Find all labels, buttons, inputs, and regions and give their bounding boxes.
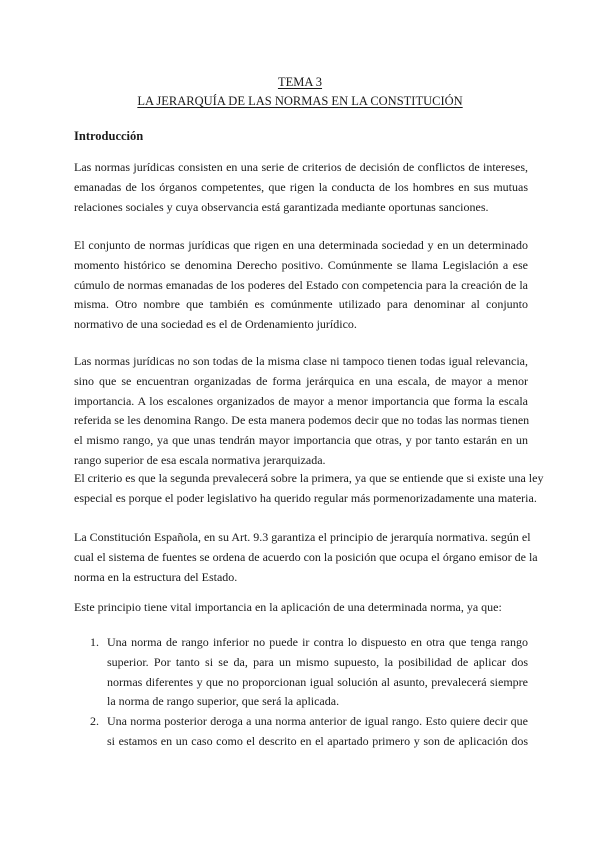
- paragraph-derecho-positivo: [74, 236, 528, 335]
- text-line: superior. Por tanto si se da, para un mismo supuesto, la posibilidad de aplicar dos: [107, 654, 528, 669]
- paragraph-definition: [74, 158, 528, 217]
- paragraph-rango: [74, 352, 528, 471]
- text-line: relaciones sociales y cuya observancia está garantizada mediante oportunas sanciones.: [74, 199, 489, 214]
- text-line: sino que se encuentran organizadas de forma jerárquica en una escala, de mayor a menor: [74, 373, 528, 388]
- text-line: referida se les denomina Rango. De esta manera podemos decir que no todas las normas tienen: [74, 413, 530, 428]
- text-line: Una norma posterior deroga a una norma anterior de igual rango. Esto quiere decir que: [107, 714, 528, 729]
- list-number: 1.: [90, 635, 99, 649]
- text-line: normas diferentes y que no proporcionan igual solución al asunto, prevalecerá siempre: [107, 674, 528, 689]
- paragraph-constitucion: [74, 528, 538, 587]
- text-line: Una norma de rango inferior no puede ir contra lo dispuesto en otra que tenga rango: [107, 635, 528, 649]
- list-number: 2.: [90, 714, 99, 729]
- text-line: momento histórico se denomina Derecho positivo. Comúnmente se llama Legislación a ese: [74, 257, 528, 272]
- text-line: si estamos en un caso como el descrito en el apartado primero y son de aplicación dos: [107, 733, 528, 748]
- topic-number: TEMA 3: [277, 75, 323, 89]
- text-line: El criterio es que la segunda prevalecerá sobre la primera, ya que se entiende que si existe una ley: [74, 471, 544, 485]
- document-title: LA JERARQUÍA DE LAS NORMAS EN LA CONSTITUCIÓN: [137, 94, 463, 108]
- list-item: [74, 712, 528, 752]
- paragraph-principio: [74, 598, 528, 618]
- text-line: normativo de una sociedad es el de Ordenamiento jurídico.: [74, 317, 357, 332]
- section-heading: Introducción: [74, 129, 144, 143]
- text-line: emanadas de los órganos competentes, que rigen la conducta de los hombres en sus mutuas: [74, 179, 528, 194]
- paragraph-criterio: [74, 469, 544, 509]
- text-line: norma en la estructura del Estado.: [74, 569, 238, 584]
- text-line: Las normas jurídicas no son todas de la misma clase ni tampoco tienen todas igual relevancia,: [74, 354, 528, 368]
- list-item: [74, 633, 528, 712]
- numbered-list: [74, 633, 528, 752]
- title-block: [0, 73, 600, 111]
- text-line: especial es porque el poder legislativo ha querido regular más pormenorizadamente una materia.: [74, 490, 537, 505]
- text-line: el mismo rango, ya que unas tendrán mayor importancia que otras, y por tanto estarán en un: [74, 433, 528, 448]
- text-line: La Constitución Española, en su Art. 9.3 garantiza el principio de jerarquía normativa. según el: [74, 530, 531, 544]
- text-line: El conjunto de normas jurídicas que rigen en una determinada sociedad y en un determinado: [74, 238, 528, 252]
- text-line: importancia. A los escalones organizados de mayor a menor importancia que forma la escala: [74, 393, 528, 408]
- text-line: misma. Otro nombre que también es comúnmente utilizado para denominar al conjunto: [74, 297, 528, 312]
- text-line: cual el sistema de fuentes se ordena de acuerdo con la posición que ocupa el órgano emisor de la: [74, 549, 538, 564]
- text-line: cúmulo de normas emanadas de los poderes del Estado con competencia para la creación de la: [74, 277, 528, 292]
- text-line: rango superior de esa escala normativa jerarquizada.: [74, 452, 326, 467]
- text-line: Las normas jurídicas consisten en una serie de criterios de decisión de conflictos de intereses,: [74, 160, 528, 174]
- text-line: Este principio tiene vital importancia en la aplicación de una determinada norma, ya que:: [74, 600, 502, 614]
- text-line: la norma de rango superior, que será la aplicada.: [107, 694, 340, 709]
